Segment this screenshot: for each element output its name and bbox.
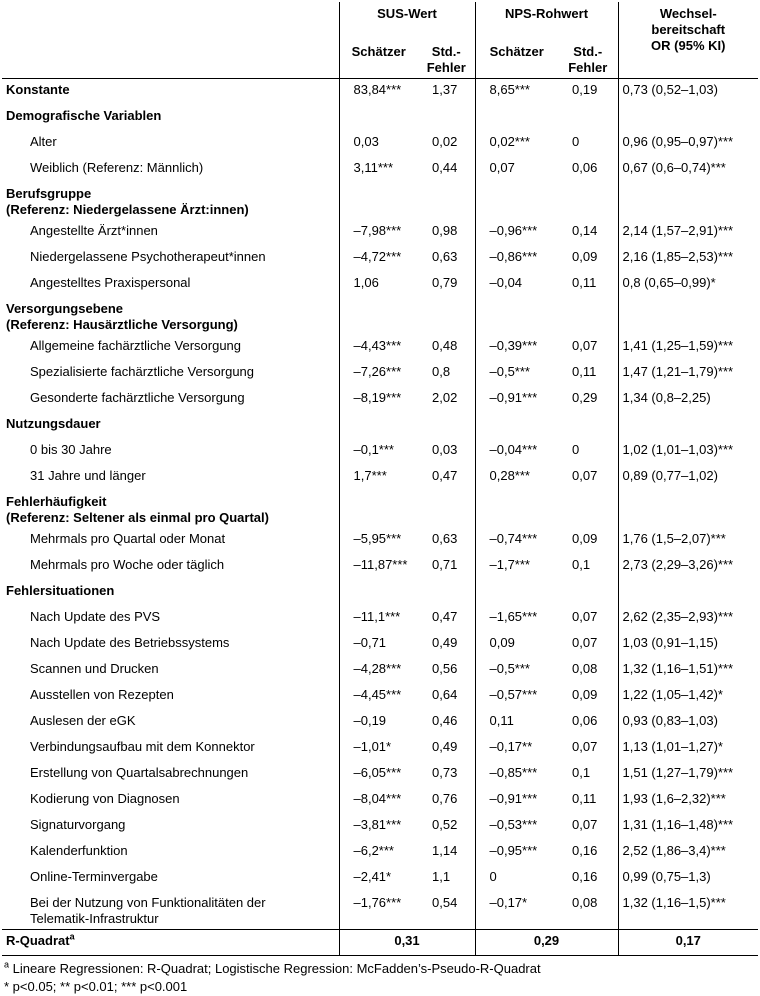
regression-table [2,2,758,956]
cell-sus-stderr: 0,76 [432,791,458,806]
rsquared-nps: 0,29 [475,930,618,956]
cell-nps-estimate: –0,04 [475,272,558,298]
cell-odds-ratio: 2,52 (1,86–3,4)*** [618,840,758,866]
cell-nps-stderr [558,491,618,528]
cell-nps-stderr: 0,07 [572,817,598,832]
cell-sus-estimate: –4,43*** [339,335,418,361]
cell-odds-ratio: 1,02 (1,01–1,03)*** [618,439,758,465]
table-row [2,465,758,491]
header-sus-stderr: Std.- Fehler [418,44,475,79]
cell-nps-stderr: 0,14 [572,223,598,238]
cell-sus-stderr [418,580,475,606]
row-label: Signaturvorgang [30,817,126,832]
cell-odds-ratio: 0,93 (0,83–1,03) [618,710,758,736]
cell-sus-stderr [418,298,475,335]
table-row [2,658,758,684]
header-nps: NPS-Rohwert [475,2,618,44]
cell-sus-stderr: 0,48 [432,338,458,353]
table-row [2,762,758,788]
cell-nps-stderr: 0,07 [572,609,598,624]
cell-nps-estimate [475,413,558,439]
cell-nps-estimate: 0,09 [475,632,558,658]
cell-odds-ratio: 0,89 (0,77–1,02) [618,465,758,491]
row-label: Online-Terminvergabe [30,869,158,884]
cell-nps-stderr: 0,09 [572,531,598,546]
cell-odds-ratio [618,298,758,335]
cell-sus-stderr [418,183,475,220]
cell-odds-ratio: 1,32 (1,16–1,51)*** [618,658,758,684]
cell-odds-ratio [618,413,758,439]
row-label: Mehrmals pro Woche oder täglich [30,557,225,572]
cell-odds-ratio: 1,76 (1,5–2,07)*** [618,528,758,554]
cell-nps-estimate: –0,5*** [475,361,558,387]
row-label: Scannen und Drucken [30,661,159,676]
cell-nps-stderr: 0 [572,134,580,149]
cell-sus-estimate: 3,11*** [339,157,418,183]
row-label: Nach Update des PVS [30,609,161,624]
cell-nps-estimate: –0,5*** [475,658,558,684]
cell-sus-estimate: –11,87*** [339,554,418,580]
cell-odds-ratio: 0,96 (0,95–0,97)*** [618,131,758,157]
cell-nps-stderr [558,413,618,439]
table-row [2,632,758,658]
cell-nps-estimate: –0,53*** [475,814,558,840]
row-label: Fehlerhäufigkeit (Referenz: Seltener als einmal pro Quartal) [6,494,269,525]
cell-nps-estimate: –0,91*** [475,788,558,814]
cell-sus-estimate: –8,19*** [339,387,418,413]
cell-nps-stderr [558,183,618,220]
cell-sus-stderr: 0,49 [432,635,458,650]
cell-nps-stderr: 0,11 [572,275,597,290]
header-nps-estimate: Schätzer [475,44,558,79]
note-rsquared: $^a$ Lineare Regressionen: R-Quadrat; Logistische Regression: McFadden’s-Pseudo-R-Quadrat [4,959,541,976]
row-label: Angestelltes Praxispersonal [30,275,191,290]
cell-odds-ratio: 2,73 (2,29–3,26)*** [618,554,758,580]
table-row [2,892,758,930]
cell-nps-stderr: 0,16 [572,843,598,858]
cell-sus-estimate: –11,1*** [339,606,418,632]
cell-odds-ratio [618,580,758,606]
cell-nps-estimate: 0,07 [475,157,558,183]
rsquared-or: 0,17 [618,930,758,956]
cell-nps-stderr: 0,1 [572,557,591,572]
section-row [2,183,758,220]
cell-nps-stderr: 0,07 [572,468,598,483]
cell-odds-ratio: 2,62 (2,35–2,93)*** [618,606,758,632]
cell-odds-ratio: 1,22 (1,05–1,42)* [618,684,758,710]
row-label: Weiblich (Referenz: Männlich) [30,160,204,175]
cell-nps-estimate: –1,7*** [475,554,558,580]
cell-nps-estimate: –1,65*** [475,606,558,632]
row-label: Spezialisierte fachärztliche Versorgung [30,364,255,379]
cell-sus-stderr: 0,03 [432,442,458,457]
row-label: Mehrmals pro Quartal oder Monat [30,531,226,546]
row-label: Kodierung von Diagnosen [30,791,180,806]
cell-odds-ratio [618,105,758,131]
row-label: Allgemeine fachärztliche Versorgung [30,338,242,353]
row-label: Berufsgruppe (Referenz: Niedergelassene Ärzt:innen) [6,186,249,217]
cell-nps-estimate: 0,11 [475,710,558,736]
cell-odds-ratio: 1,03 (0,91–1,15) [618,632,758,658]
cell-nps-stderr: 0,19 [572,82,598,97]
cell-nps-estimate [475,491,558,528]
cell-sus-stderr: 1,1 [432,869,451,884]
table-row [2,157,758,183]
table-row [2,736,758,762]
cell-odds-ratio: 1,34 (0,8–2,25) [618,387,758,413]
cell-nps-estimate [475,298,558,335]
cell-sus-estimate [339,105,418,131]
row-label: Auslesen der eGK [30,713,136,728]
cell-nps-estimate: –0,17* [475,892,558,930]
row-label: Fehlersituationen [6,583,115,598]
cell-sus-estimate: –0,19 [339,710,418,736]
cell-sus-stderr: 2,02 [432,390,458,405]
header-wechsel: Wechsel- bereitschaft OR (95% KI) [618,2,758,79]
row-label: Kalenderfunktion [30,843,128,858]
cell-nps-stderr: 0,07 [572,635,598,650]
cell-sus-estimate: 1,7*** [339,465,418,491]
cell-nps-stderr: 0,06 [572,160,598,175]
cell-sus-stderr: 0,8 [432,364,451,379]
cell-nps-stderr: 0,08 [572,895,598,910]
cell-sus-stderr: 0,64 [432,687,458,702]
cell-sus-estimate: –5,95*** [339,528,418,554]
cell-nps-stderr: 0,07 [572,338,598,353]
cell-sus-stderr [418,491,475,528]
cell-sus-stderr: 0,46 [432,713,458,728]
row-label: Erstellung von Quartalsabrechnungen [30,765,249,780]
cell-sus-estimate [339,183,418,220]
rsquared-label: R-Quadrat$^a$ [2,930,339,956]
table-row [2,554,758,580]
cell-nps-stderr: 0,11 [572,364,597,379]
cell-odds-ratio [618,183,758,220]
cell-nps-estimate [475,580,558,606]
cell-sus-estimate: –6,2*** [339,840,418,866]
row-label: Demografische Variablen [6,108,162,123]
cell-nps-stderr: 0,1 [572,765,591,780]
cell-sus-estimate: 83,84*** [339,79,418,106]
cell-nps-estimate: 0,28*** [475,465,558,491]
cell-sus-stderr: 0,71 [432,557,458,572]
cell-sus-estimate: –4,72*** [339,246,418,272]
cell-nps-stderr: 0,07 [572,739,598,754]
table-row [2,684,758,710]
cell-odds-ratio: 1,41 (1,25–1,59)*** [618,335,758,361]
cell-nps-estimate: –0,04*** [475,439,558,465]
cell-odds-ratio: 2,16 (1,85–2,53)*** [618,246,758,272]
cell-sus-stderr: 0,02 [432,134,458,149]
cell-sus-estimate: –8,04*** [339,788,418,814]
cell-sus-estimate: 1,06 [339,272,418,298]
cell-sus-stderr: 0,63 [432,531,458,546]
cell-odds-ratio: 2,14 (1,57–2,91)*** [618,220,758,246]
row-label: Ausstellen von Rezepten [30,687,174,702]
cell-sus-stderr: 0,56 [432,661,458,676]
cell-sus-stderr: 0,98 [432,223,458,238]
cell-nps-stderr: 0,16 [572,869,598,884]
cell-nps-estimate [475,105,558,131]
cell-sus-estimate: –2,41* [339,866,418,892]
cell-nps-stderr: 0,29 [572,390,598,405]
table-row [2,220,758,246]
cell-nps-stderr: 0,09 [572,249,598,264]
cell-sus-stderr: 0,63 [432,249,458,264]
cell-sus-estimate: 0,03 [339,131,418,157]
row-label: Konstante [6,82,70,97]
row-label: 31 Jahre und länger [30,468,146,483]
cell-nps-estimate: –0,86*** [475,246,558,272]
section-row [2,298,758,335]
table-row [2,840,758,866]
cell-sus-stderr: 0,54 [432,895,458,910]
row-label: Nach Update des Betriebssystems [30,635,230,650]
row-label: Alter [30,134,57,149]
cell-sus-estimate: –1,01* [339,736,418,762]
cell-nps-estimate: –0,91*** [475,387,558,413]
note-significance: * p<0.05; ** p<0.01; *** p<0.001 [4,979,188,994]
table-row [2,361,758,387]
header-blank-2 [2,44,339,79]
table-row [2,528,758,554]
cell-nps-estimate: –0,96*** [475,220,558,246]
section-row [2,580,758,606]
table-row [2,246,758,272]
cell-sus-estimate [339,580,418,606]
row-label: Niedergelassene Psychotherapeut*innen [30,249,266,264]
table-row [2,606,758,632]
cell-odds-ratio: 0,67 (0,6–0,74)*** [618,157,758,183]
cell-odds-ratio: 1,32 (1,16–1,5)*** [618,892,758,930]
table-row [2,387,758,413]
cell-odds-ratio: 1,93 (1,6–2,32)*** [618,788,758,814]
table-row [2,131,758,157]
table-row [2,79,758,106]
cell-sus-estimate [339,413,418,439]
cell-sus-stderr: 0,52 [432,817,458,832]
cell-odds-ratio: 0,99 (0,75–1,3) [618,866,758,892]
table-row [2,439,758,465]
cell-nps-estimate: 8,65*** [475,79,558,106]
cell-nps-estimate: –0,17** [475,736,558,762]
cell-sus-estimate: –0,1*** [339,439,418,465]
cell-nps-stderr: 0,09 [572,687,598,702]
cell-sus-stderr: 0,73 [432,765,458,780]
header-sus-estimate: Schätzer [339,44,418,79]
header-sus: SUS-Wert [339,2,475,44]
cell-sus-stderr: 1,37 [432,82,458,97]
cell-sus-stderr: 0,47 [432,609,458,624]
table-row [2,788,758,814]
cell-sus-estimate: –1,76*** [339,892,418,930]
table-row [2,814,758,840]
cell-nps-stderr [558,105,618,131]
cell-nps-estimate: –0,57*** [475,684,558,710]
cell-nps-estimate: –0,95*** [475,840,558,866]
cell-odds-ratio: 0,8 (0,65–0,99)* [618,272,758,298]
cell-sus-stderr: 0,47 [432,468,458,483]
cell-sus-estimate: –6,05*** [339,762,418,788]
cell-sus-estimate: –7,26*** [339,361,418,387]
cell-odds-ratio [618,491,758,528]
table-notes [4,960,760,996]
table-row [2,335,758,361]
cell-nps-estimate [475,183,558,220]
section-row [2,413,758,439]
cell-sus-estimate: –4,45*** [339,684,418,710]
cell-nps-stderr: 0,06 [572,713,598,728]
cell-sus-estimate: –0,71 [339,632,418,658]
cell-nps-estimate: 0 [475,866,558,892]
cell-odds-ratio: 1,47 (1,21–1,79)*** [618,361,758,387]
row-label: 0 bis 30 Jahre [30,442,112,457]
table-row [2,272,758,298]
cell-nps-estimate: –0,74*** [475,528,558,554]
table-row [2,710,758,736]
cell-odds-ratio: 1,13 (1,01–1,27)* [618,736,758,762]
table-row [2,866,758,892]
cell-nps-estimate: –0,85*** [475,762,558,788]
row-label: Versorgungsebene (Referenz: Hausärztliche Versorgung) [6,301,238,332]
cell-sus-stderr: 1,14 [432,843,458,858]
cell-nps-stderr [558,298,618,335]
cell-sus-stderr [418,413,475,439]
cell-nps-estimate: –0,39*** [475,335,558,361]
cell-sus-estimate [339,491,418,528]
cell-sus-stderr: 0,49 [432,739,458,754]
header-nps-stderr: Std.- Fehler [558,44,618,79]
cell-nps-estimate: 0,02*** [475,131,558,157]
rsquared-row [2,930,758,956]
row-label: Gesonderte fachärztliche Versorgung [30,390,245,405]
section-row [2,105,758,131]
row-label: Nutzungsdauer [6,416,101,431]
cell-nps-stderr [558,580,618,606]
row-label: Bei der Nutzung von Funktionalitäten der Telematik-Infrastruktur [30,895,266,926]
cell-odds-ratio: 1,31 (1,16–1,48)*** [618,814,758,840]
cell-nps-stderr: 0 [572,442,580,457]
header-blank [2,2,339,44]
cell-odds-ratio: 0,73 (0,52–1,03) [618,79,758,106]
cell-sus-estimate: –3,81*** [339,814,418,840]
cell-nps-stderr: 0,11 [572,791,597,806]
cell-sus-stderr: 0,79 [432,275,458,290]
row-label: Verbindungsaufbau mit dem Konnektor [30,739,255,754]
cell-nps-stderr: 0,08 [572,661,598,676]
cell-sus-estimate [339,298,418,335]
cell-sus-estimate: –4,28*** [339,658,418,684]
cell-sus-stderr [418,105,475,131]
cell-sus-stderr: 0,44 [432,160,458,175]
section-row [2,491,758,528]
cell-sus-estimate: –7,98*** [339,220,418,246]
row-label: Angestellte Ärzt*innen [30,223,158,238]
cell-odds-ratio: 1,51 (1,27–1,79)*** [618,762,758,788]
rsquared-sus: 0,31 [339,930,475,956]
